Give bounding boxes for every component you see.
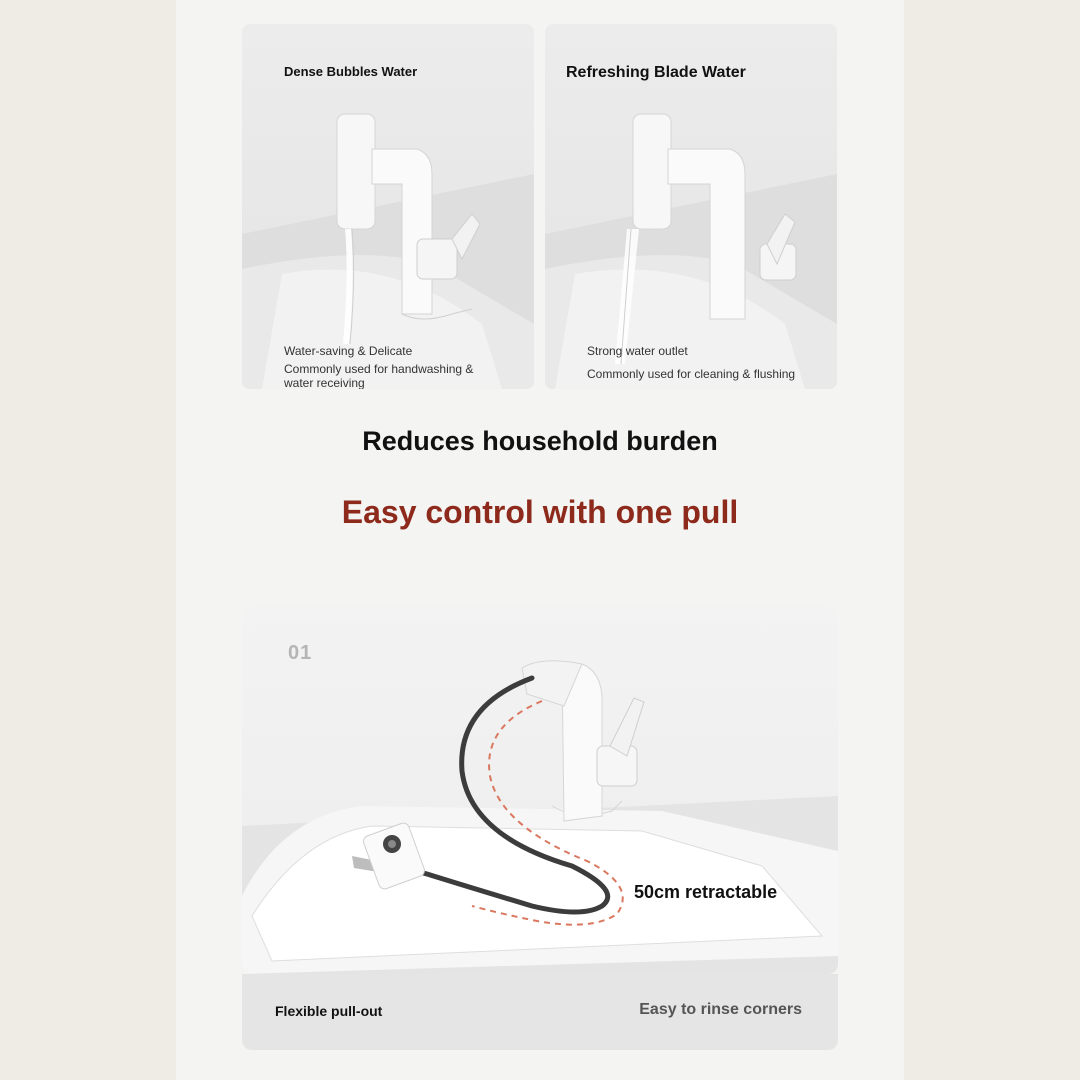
card-title: Dense Bubbles Water [284,64,418,79]
card-title: Refreshing Blade Water [566,64,746,81]
dense-bubbles-card [242,24,534,389]
subheadline: Easy control with one pull [341,494,739,530]
footer-right-label: Easy to rinse corners [639,1001,802,1018]
card-usage-line: Commonly used for handwashing & [284,362,474,376]
footer-left-label: Flexible pull-out [275,1003,383,1019]
card-usage-line: Commonly used for cleaning & flushing [587,367,796,381]
product-page [176,0,904,1080]
feature-number: 01 [288,642,313,664]
card-feature-line: Strong water outlet [587,344,688,358]
headline: Reduces household burden [362,426,718,456]
retractable-callout: 50cm retractable [634,882,778,902]
card-feature-line: Water-saving & Delicate [284,344,413,358]
card-usage-line-2: water receiving [284,376,365,389]
pull-out-feature-card [242,606,838,974]
pull-out-faucet-image [242,606,838,974]
refreshing-blade-card [545,24,837,389]
feature-footer-bar [242,974,838,1050]
